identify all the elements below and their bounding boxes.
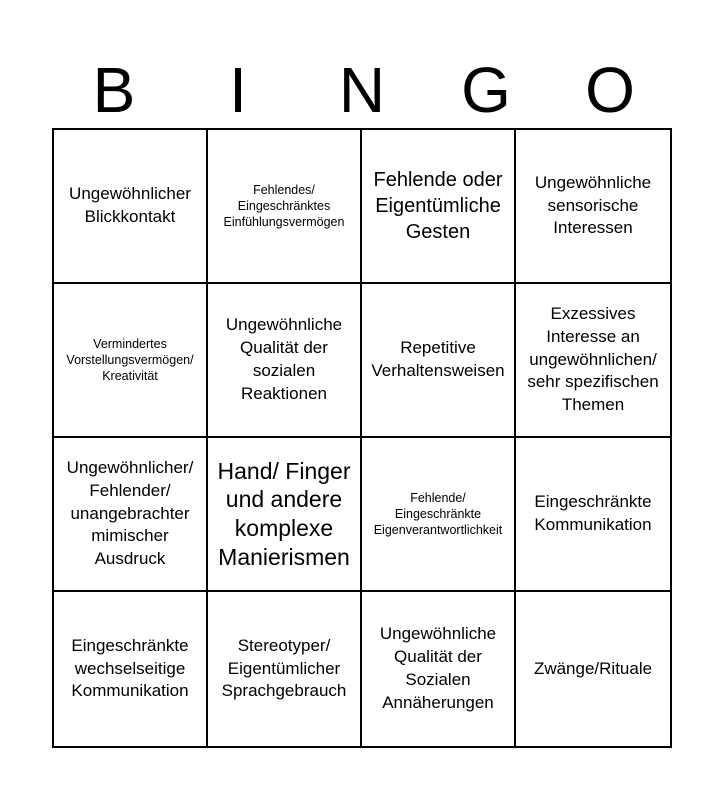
header-letter-i: I xyxy=(229,54,247,126)
bingo-cell-text: Ungewöhnliche Qualität der sozialen Reaktionen xyxy=(225,315,343,403)
bingo-cell[interactable] xyxy=(516,592,670,746)
bingo-cell-text: Zwänge/Rituale xyxy=(533,658,653,678)
bingo-cell[interactable] xyxy=(362,284,516,438)
bingo-cell-text: Fehlendes/ Eingeschränktes Einfühlungsvermögen xyxy=(223,182,345,230)
header-letter-o: O xyxy=(585,54,635,126)
bingo-cell[interactable] xyxy=(208,284,362,438)
bingo-cell-text: Ungewöhnlicher Blickkontakt xyxy=(69,184,191,226)
bingo-cell-text: Repetitive Verhaltensweisen xyxy=(371,338,505,380)
bingo-cell[interactable] xyxy=(54,284,208,438)
bingo-header xyxy=(52,52,672,128)
bingo-cell-text: Fehlende oder Eigentümliche Gesten xyxy=(373,169,503,243)
bingo-cell[interactable] xyxy=(208,438,362,592)
bingo-cell[interactable] xyxy=(362,130,516,284)
bingo-cell[interactable] xyxy=(362,438,516,592)
bingo-cell[interactable] xyxy=(54,592,208,746)
bingo-cell[interactable] xyxy=(516,130,670,284)
bingo-cell-text: Stereotyper/ Eigentümlicher Sprachgebrauch xyxy=(221,635,347,701)
bingo-cell-text: Hand/ Finger und andere komplexe Manierismen xyxy=(217,457,351,570)
bingo-cell[interactable] xyxy=(516,284,670,438)
bingo-cell[interactable] xyxy=(516,438,670,592)
bingo-cell[interactable] xyxy=(54,130,208,284)
bingo-cell-text: Eingeschränkte wechselseitige Kommunikation xyxy=(71,635,189,701)
bingo-cell[interactable] xyxy=(362,592,516,746)
bingo-cell-text: Ungewöhnlicher/ Fehlender/ unangebrachter mimischer Ausdruck xyxy=(66,457,194,569)
header-letter-g: G xyxy=(461,54,511,126)
header-letter-n: N xyxy=(338,54,386,126)
bingo-cell-text: Fehlende/ Eingeschränkte Eigenverantwortlichkeit xyxy=(373,490,503,538)
bingo-board xyxy=(52,128,672,748)
bingo-cell[interactable] xyxy=(208,130,362,284)
bingo-cell[interactable] xyxy=(54,438,208,592)
bingo-cell[interactable] xyxy=(208,592,362,746)
bingo-cell-text: Ungewöhnliche sensorische Interessen xyxy=(534,172,652,238)
bingo-cell-text: Exzessives Interesse an ungewöhnlichen/ sehr spezifischen Themen xyxy=(527,303,659,415)
bingo-cell-text: Vermindertes Vorstellungsvermögen/ Kreativität xyxy=(66,336,194,384)
bingo-cell-text: Eingeschränkte Kommunikation xyxy=(534,492,652,534)
bingo-cell-text: Ungewöhnliche Qualität der Sozialen Annäherungen xyxy=(379,624,497,712)
header-letter-b: B xyxy=(92,54,136,126)
